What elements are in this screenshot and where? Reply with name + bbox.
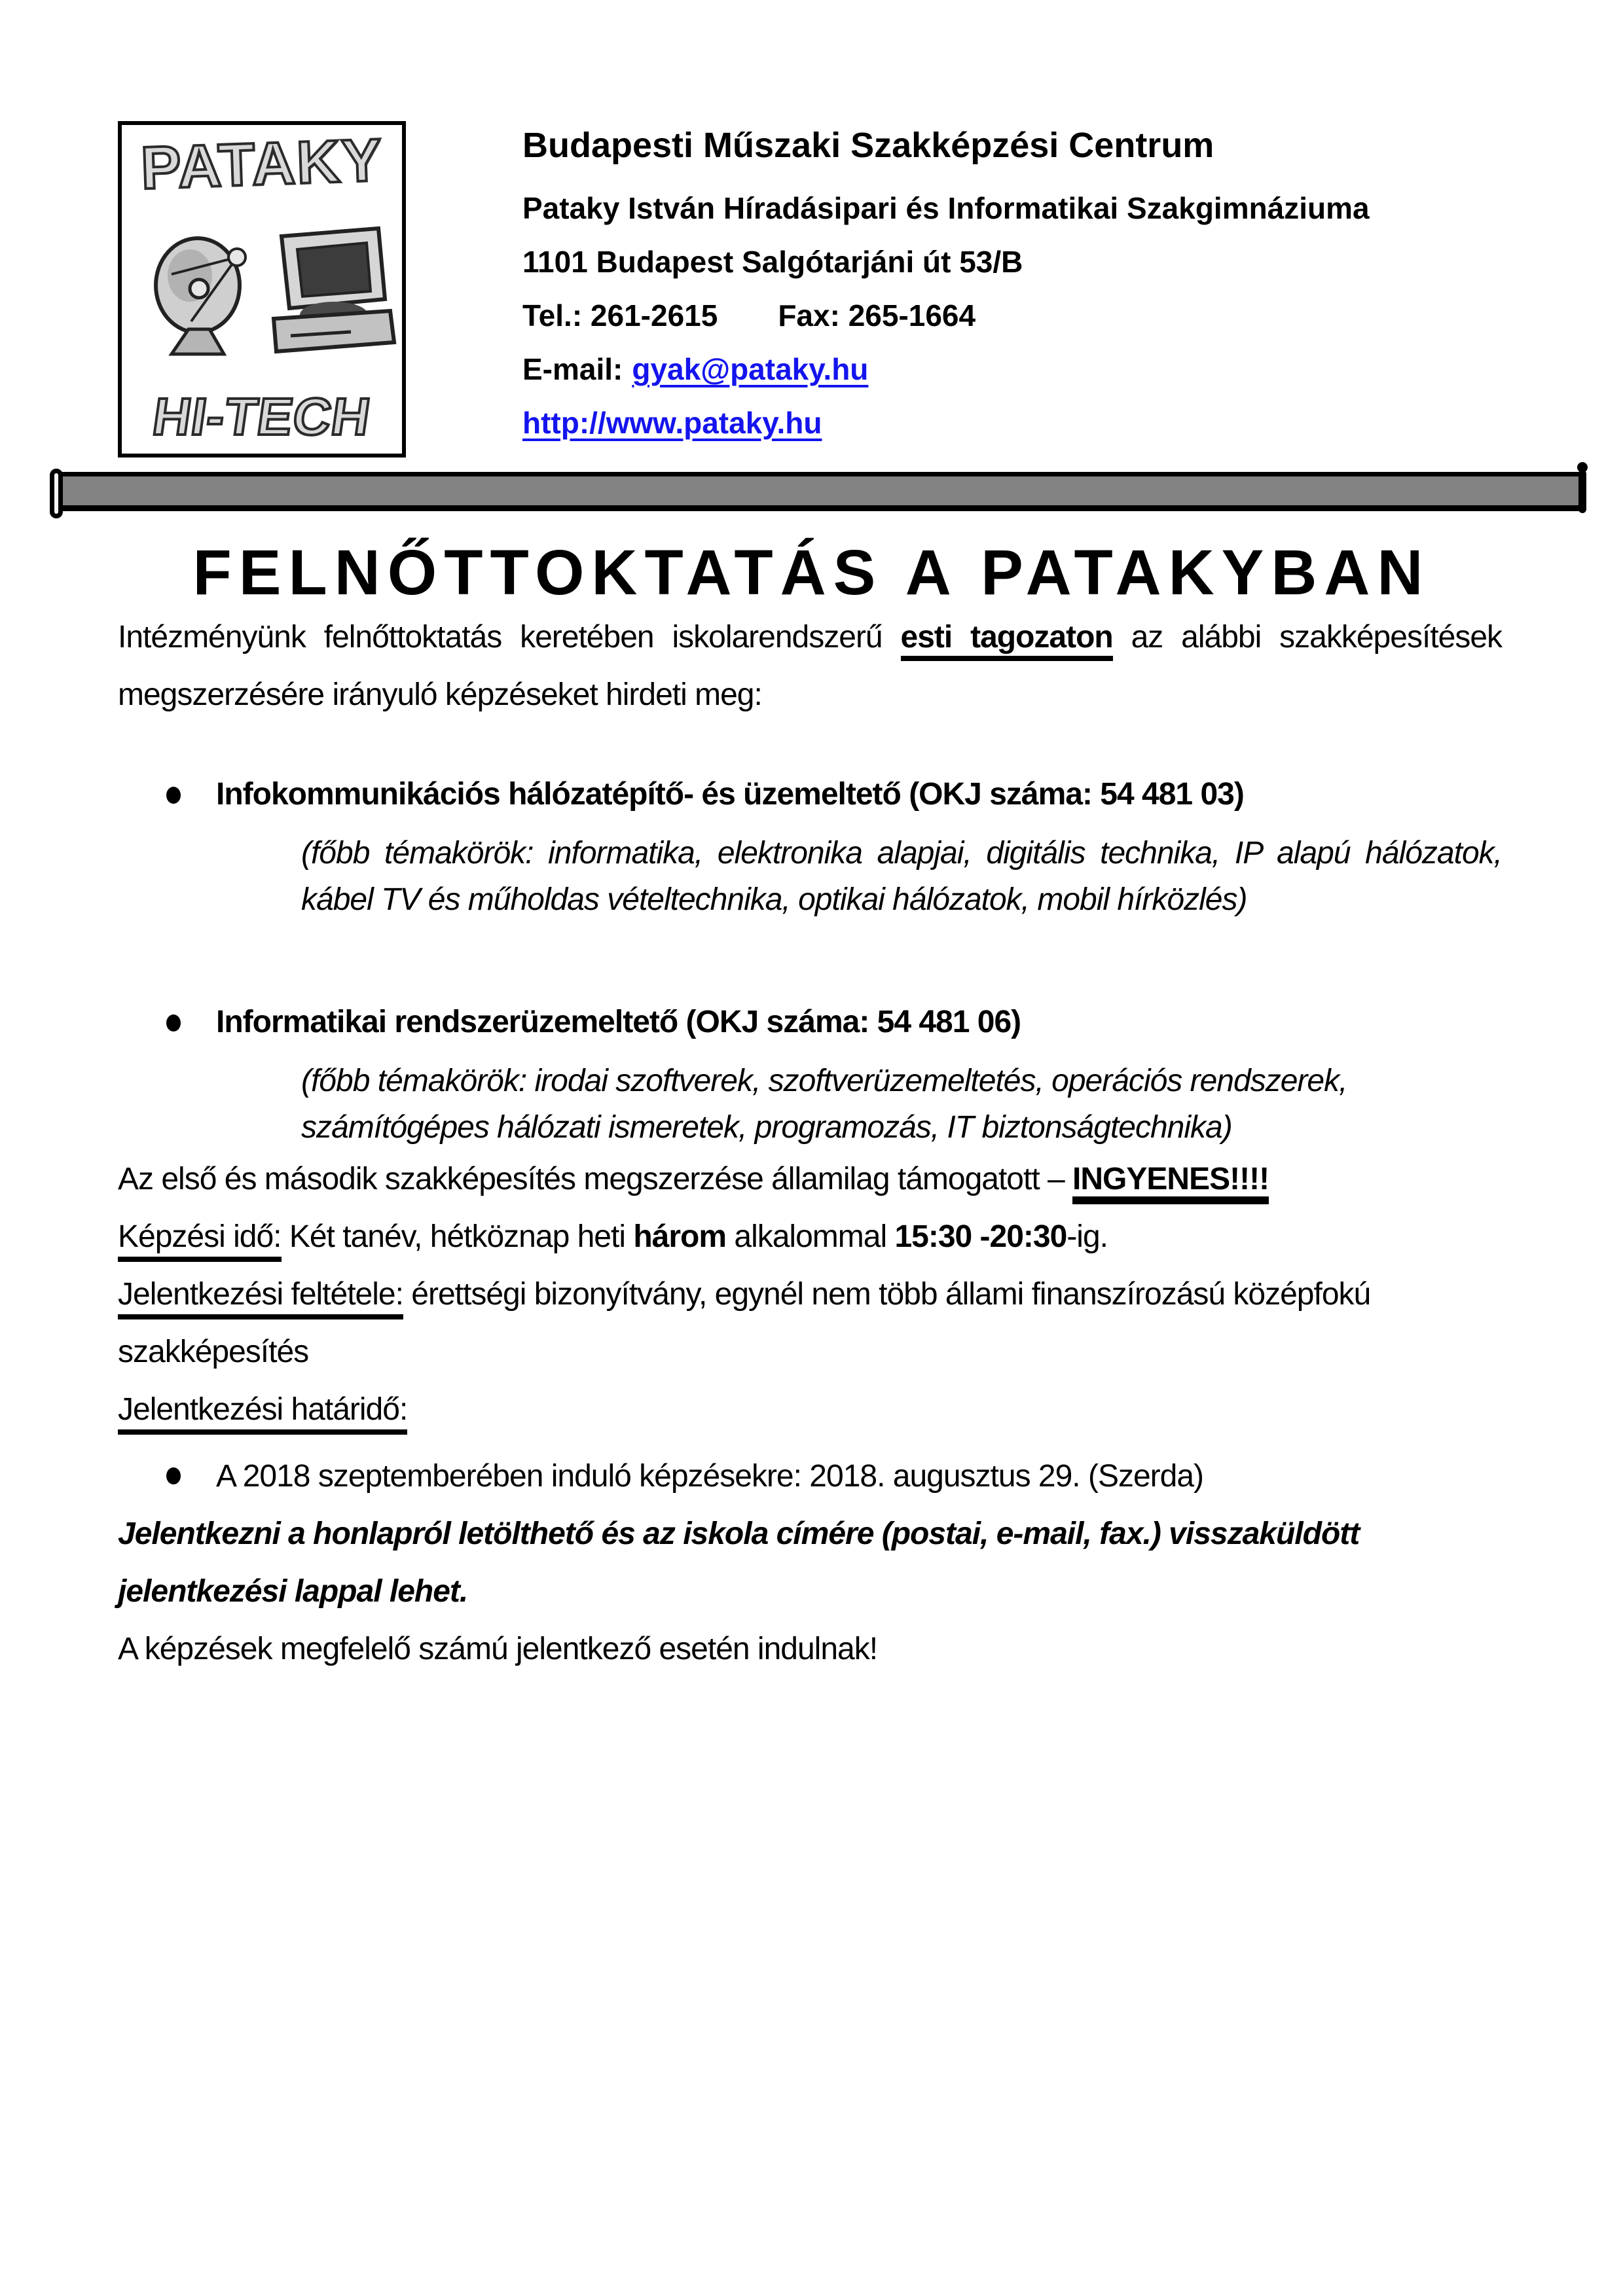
document-body — [0, 609, 1623, 1678]
intro-text-after: az alábbi szakképesítések megszerzésére irányuló képzéseket hirdeti meg: — [118, 619, 1503, 712]
deadline-item-text: A 2018 szeptemberében induló képzésekre: 2018. augusztus 29. (Szerda) — [216, 1458, 1204, 1494]
logo-text-pataky: PATAKY — [139, 126, 384, 202]
website-link[interactable]: http://www.pataky.hu — [522, 406, 822, 440]
list-item — [118, 994, 1502, 1151]
email-label: E-mail: — [522, 352, 623, 386]
schedule-label: Képzési idő: — [118, 1219, 282, 1262]
deadline-label: Jelentkezési határidő: — [118, 1392, 407, 1435]
logo-text-hitech: HI-TECH — [149, 387, 375, 446]
horizontal-rule — [62, 472, 1581, 511]
rule-left-cap — [50, 469, 63, 518]
course-topics: (főbb témakörök: irodai szoftverek, szoftverüzemeltetés, operációs rendszerek, számítógépes hálózati ismeretek, programozás, IT biztonságtechnika) — [301, 1063, 1347, 1145]
requirements-label: Jelentkezési feltétele: — [118, 1277, 403, 1319]
school-logo — [118, 121, 406, 457]
page-title: FELNŐTTOKTATÁS A PATAKYBAN — [192, 537, 1431, 608]
school-address: 1101 Budapest Salgótarjáni út 53/B — [522, 245, 1023, 279]
contact-block — [522, 121, 1370, 450]
schedule-bold-2: 15:30 -20:30 — [894, 1219, 1067, 1254]
requirements-paragraph — [118, 1266, 1502, 1381]
satellite-dish-icon — [156, 238, 246, 354]
school-name: Pataky István Híradásipari és Informatikai Szakgimnáziuma — [522, 191, 1370, 225]
application-note: Jelentkezni a honlapról letölthető és az iskola címére (postai, e-mail, fax.) visszaküldött jelentkezési lappal lehet. — [118, 1516, 1360, 1609]
schedule-text-1: Két tanév, hétköznap heti — [281, 1219, 634, 1254]
schedule-text-3: -ig. — [1067, 1219, 1108, 1254]
funding-highlight: INGYENES!!!! — [1072, 1162, 1269, 1204]
logo-artwork — [126, 223, 398, 362]
intro-text-before: Intézményünk felnőttoktatás keretében iskolarendszerű — [118, 619, 901, 655]
email-line — [522, 342, 1370, 396]
closing-note: A képzések megfelelő számú jelentkező esetén indulnak! — [118, 1631, 878, 1666]
schedule-paragraph — [118, 1208, 1502, 1266]
fax-number: Fax: 265-1664 — [778, 298, 976, 332]
computer-icon — [274, 228, 394, 351]
funding-paragraph — [118, 1151, 1502, 1208]
phone-fax-line — [522, 289, 1370, 342]
list-item — [118, 766, 1502, 923]
course-name: Informatikai rendszerüzemeltető (OKJ száma: 54 481 06) — [216, 1004, 1021, 1039]
schedule-text-2: alkalommal — [726, 1219, 895, 1254]
website-line — [522, 396, 1370, 450]
bullet-icon — [166, 1467, 181, 1484]
rule-right-cap — [1578, 470, 1586, 513]
deadline-heading — [118, 1381, 1502, 1439]
intro-paragraph — [118, 609, 1502, 724]
bullet-icon — [166, 1014, 181, 1031]
org-name: Budapesti Műszaki Szakképzési Centrum — [522, 126, 1214, 165]
bullet-icon — [166, 787, 181, 804]
tel-number: Tel.: 261-2615 — [522, 298, 718, 332]
intro-highlight: esti tagozaton — [901, 620, 1113, 661]
schedule-bold-1: három — [633, 1219, 727, 1254]
course-topics: (főbb témakörök: informatika, elektronika alapjai, digitális technika, IP alapú hálózatok, kábel TV és műholdas vételtechnika, optikai hálózatok, mobil hírközlés) — [301, 835, 1502, 917]
list-item — [118, 1448, 1502, 1505]
requirements-text: érettségi bizonyítvány, egynél nem több állami finanszírozású középfokú szakképesítés — [118, 1276, 1371, 1369]
funding-text: Az első és második szakképesítés megszerzése államilag támogatott – — [118, 1161, 1073, 1196]
course-name: Infokommunikációs hálózatépítő- és üzemeltető (OKJ száma: 54 481 03) — [216, 776, 1244, 812]
email-link[interactable]: gyak@pataky.hu — [632, 352, 869, 386]
header — [118, 121, 1623, 457]
